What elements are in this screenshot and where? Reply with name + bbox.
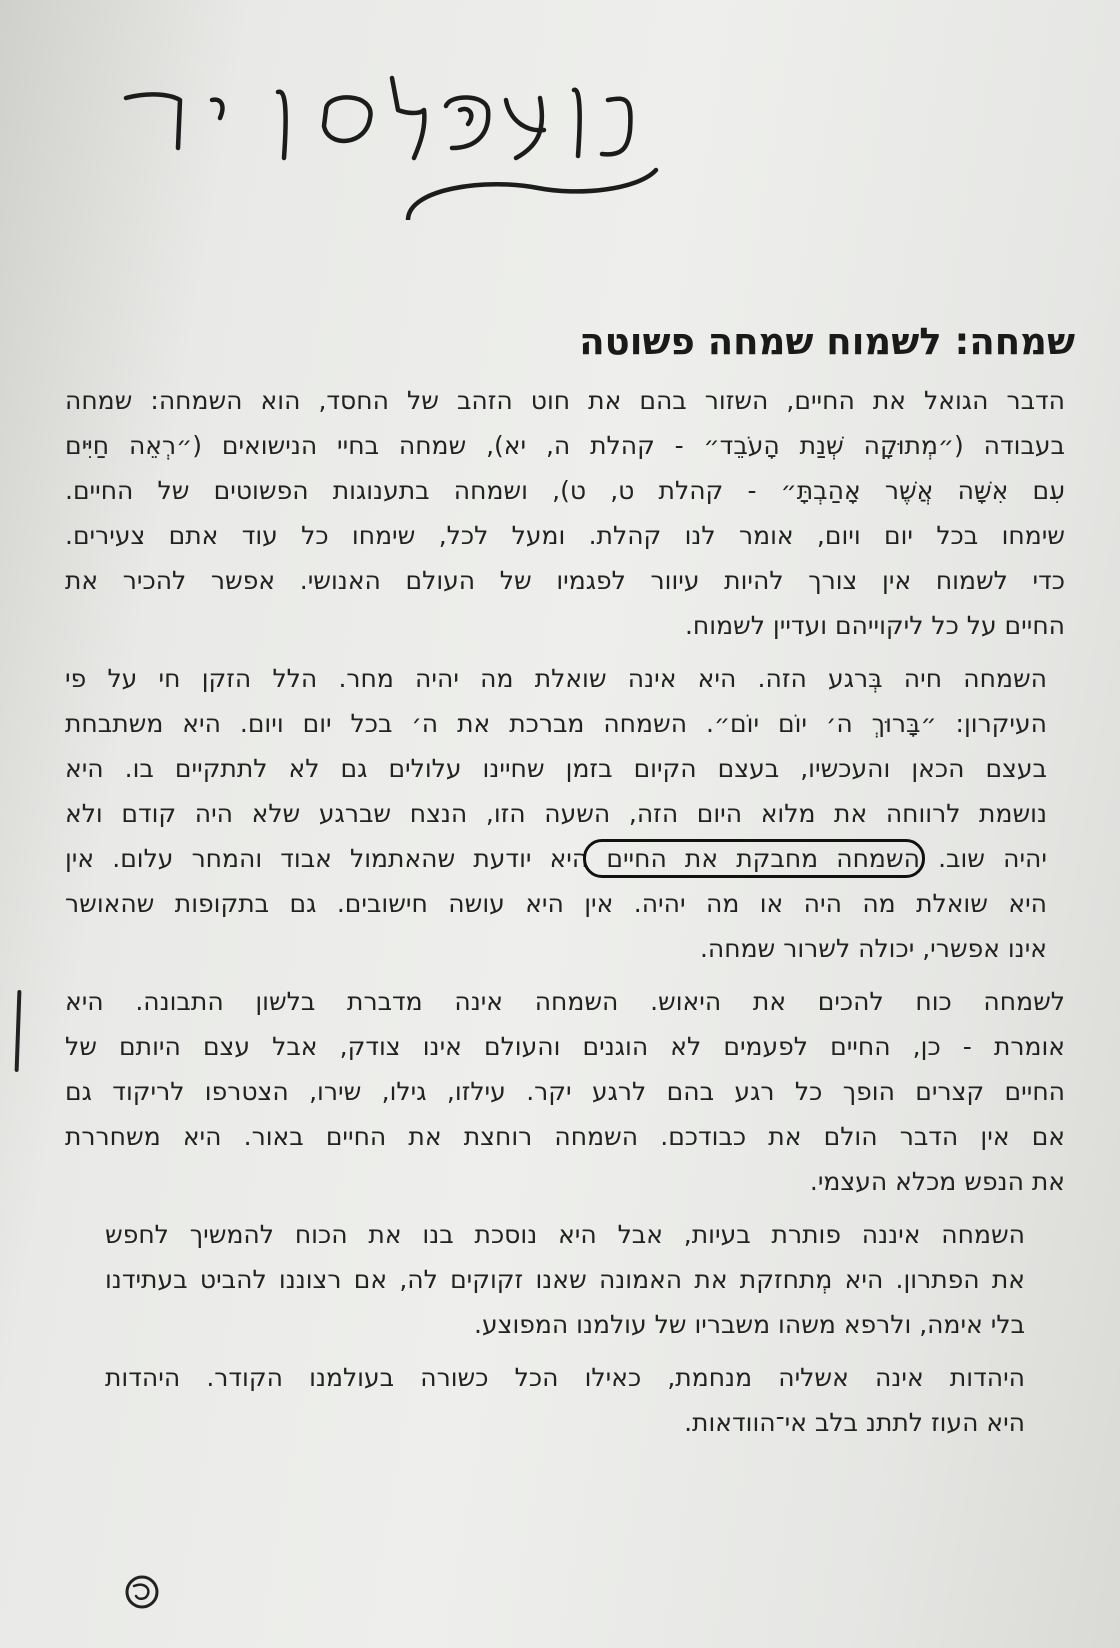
text-line: כדי לשמוח אין צורך להיות עיוור לפגמיו של העולם האנושי. אפשר להכיר את xyxy=(65,566,1065,595)
text-line: השמחה חיה בְּרגע הזה. היא אינה שואלת מה יהיה מחר. הלל הזקן חי על פי xyxy=(65,664,1047,693)
line-segment: יהיה שוב. xyxy=(919,844,1047,873)
handwritten-page-number xyxy=(122,1572,162,1612)
margin-pen-mark xyxy=(15,990,22,1072)
text-line: העיקרון: ״בָּרוּךְ ה׳ יוֹם יוֹם״. השמחה מברכת את ה׳ בכל יום ויום. היא משתבחת xyxy=(65,709,1047,738)
text-line-with-circle xyxy=(65,836,1047,881)
text-line: השמחה איננה פותרת בעיות, אבל היא נוסכת בנו את הכוח להמשיך לחפש xyxy=(105,1220,1025,1249)
text-line: החיים קצרים הופך כל רגע בהם לרגע יקר. עילזו, גילו, שירו, הצטרפו לריקוד גם xyxy=(65,1077,1065,1106)
text-line: את הנפש מכלא העצמי. xyxy=(809,1167,1065,1196)
text-line: בלי אימה, ולרפא משהו משבריו של עולמנו המפוצע. xyxy=(474,1310,1025,1339)
text-line: את הפתרון. היא מְתחזקת את האמונה שאנו זקוקים לה, אם רצוננו להביט בעתידנו xyxy=(105,1265,1025,1294)
text-line: אם אין הדבר הולם את כבודכם. השמחה רוחצת את החיים באור. היא משחררת xyxy=(65,1122,1065,1151)
text-line: היהדות אינה אשליה מנחמת, כאילו הכל כשורה בעולמנו הקודר. היהדות xyxy=(105,1363,1025,1392)
text-line: הדבר הגואל את החיים, השזור בהם את חוט הזהב של החסד, הוא השמחה: שמחה xyxy=(65,386,1065,415)
handwritten-title-drawing xyxy=(108,70,668,220)
text-line: שימחו בכל יום ויום, אומר לנו קהלת. ומעל לכל, שימחו כל עוד אתם צעירים. xyxy=(65,521,1065,550)
line-segment: היא יודעת שהאתמול אבוד והמחר עלום. אין xyxy=(65,844,589,873)
text-line: היא העוז לתתנ בלב אי־הוודאות. xyxy=(684,1408,1025,1437)
text-line: בעצם הכאן והעכשיו, בעצם הקיום בזמן שחיינו עלולים גם לא לתתקיים בו. היא xyxy=(65,754,1047,783)
text-line: עִם אִשָּׁה אֲשֶׁר אָהַבְתָּ״ - קהלת ט, ט), ושמחה בתענוגות הפשוטים של החיים. xyxy=(65,476,1065,505)
text-line: לשמחה כוח להכים את היאוש. השמחה אינה מדברת בלשון התבונה. היא xyxy=(65,987,1065,1016)
paragraph-4 xyxy=(65,1212,1065,1347)
text-line: נושמת לרווחה את מלוא היום הזה, השעה הזו, הנצח שברגע שלא היה קודם ולא xyxy=(65,799,1047,828)
document-title: שמחה: לשמוח שמחה פשוטה xyxy=(579,320,1075,363)
text-line: אינו אפשרי, יכולה לשרור שמחה. xyxy=(699,934,1047,963)
paragraph-3 xyxy=(65,979,1065,1204)
document-body xyxy=(65,378,1065,1453)
paragraph-5 xyxy=(65,1355,1065,1445)
text-line: אומרת - כן, החיים לפעמים לא הוגנים והעולם אינו צודק, אבל עצם היותם של xyxy=(65,1032,1065,1061)
text-line: בעבודה (״מְתוּקָה שְׁנַת הָעֹבֵד״ - קהלת ה, יא), שמחה בחיי הנישואים (״רְאֵה חַיִּים xyxy=(65,431,1065,460)
circled-phrase: השמחה מחבקת את החיים xyxy=(588,844,920,873)
text-line: היא שואלת מה היה או מה יהיה. אין היא עושה חישובים. גם בתקופות שהאושר xyxy=(65,889,1047,918)
paragraph-2 xyxy=(65,656,1065,971)
page-number xyxy=(122,1572,162,1612)
handwritten-title xyxy=(108,70,668,220)
paragraph-1 xyxy=(65,378,1065,648)
text-line: החיים על כל ליקוייהם ועדיין לשמוח. xyxy=(684,611,1065,640)
